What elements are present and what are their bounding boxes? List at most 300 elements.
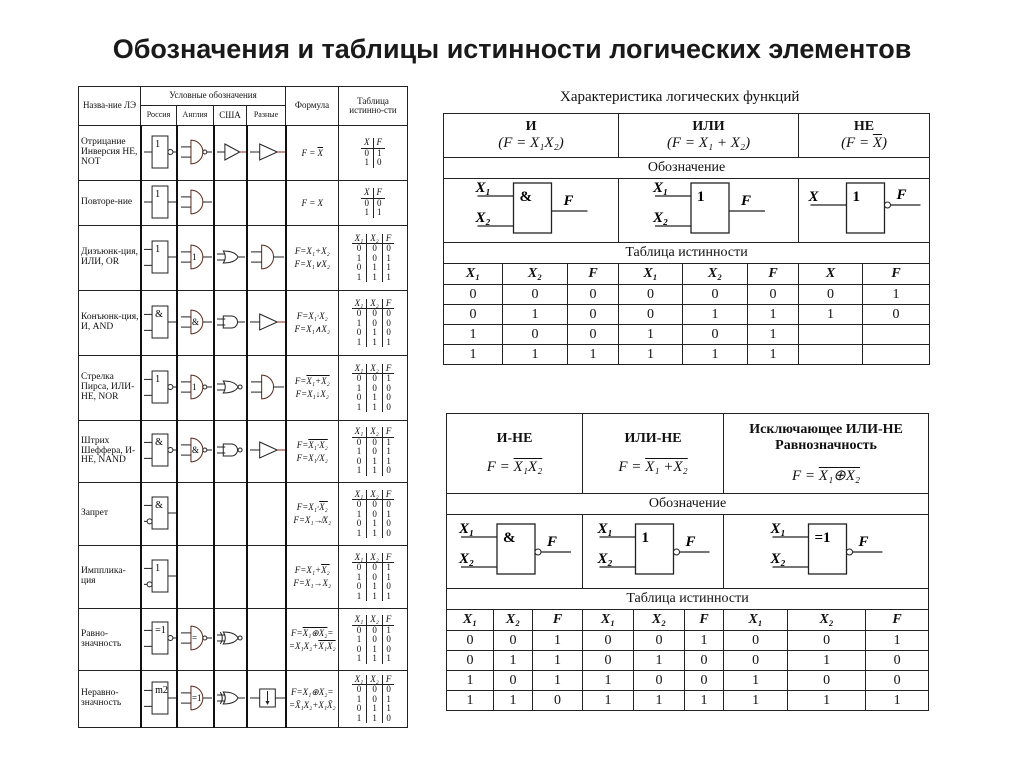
truth-cell: 1 xyxy=(382,447,394,456)
gate-label: 1 xyxy=(191,381,196,392)
input-label: X₁ xyxy=(597,521,613,537)
gate-name: Исключающее ИЛИ-НЕ xyxy=(749,422,903,437)
truth-cell: 1 xyxy=(685,691,724,711)
table-row xyxy=(79,421,408,483)
output-label: F xyxy=(858,534,869,550)
truth-row xyxy=(444,345,930,365)
header-russia: Россия xyxy=(141,106,177,126)
truth-table xyxy=(352,299,395,347)
truth-cell: 0 xyxy=(356,582,362,592)
table-row xyxy=(79,181,408,226)
truth-cell: 1 xyxy=(382,273,394,282)
input-label: X₂ xyxy=(475,210,491,226)
truth-cell: 1 xyxy=(356,272,362,282)
d-gate-icon xyxy=(178,185,214,219)
gate-label: & xyxy=(519,189,532,205)
truth-header: X₁ xyxy=(352,364,367,374)
table1-caption: Характеристика логических функций xyxy=(560,89,800,105)
output-label: F xyxy=(685,534,696,550)
table-row xyxy=(79,356,408,421)
truth-cell: 1 xyxy=(382,374,394,384)
truth-cell: 1 xyxy=(367,403,383,412)
truth-header: X₂ xyxy=(367,615,383,625)
nor-gate-icon xyxy=(215,372,247,402)
truth-header: X₂ xyxy=(634,610,685,631)
box-gate-icon xyxy=(142,303,177,341)
truth-cell: 0 xyxy=(356,456,362,466)
input-label: X₂ xyxy=(459,551,475,567)
truth-cell: 0 xyxy=(356,684,362,695)
d-gate-icon xyxy=(178,305,214,339)
truth-cell: 1 xyxy=(788,691,866,711)
not-buffer-icon xyxy=(215,137,247,167)
truth-table xyxy=(361,138,385,167)
slide-title: Обозначения и таблицы истинности логических элементов xyxy=(112,34,912,64)
gate-label: 1 xyxy=(154,562,160,574)
truth-cell: 0 xyxy=(503,325,568,345)
input-label: X xyxy=(808,189,819,205)
truth-cell: 0 xyxy=(583,631,634,651)
gate-label: & xyxy=(503,530,516,546)
truth-cell: 0 xyxy=(568,285,619,305)
truth-cell: 1 xyxy=(356,635,362,645)
truth-row xyxy=(447,671,929,691)
designation-label: Обозначение xyxy=(444,158,930,179)
truth-cell: 1 xyxy=(866,691,929,711)
truth-cell: 0 xyxy=(356,373,362,384)
truth-cell: 1 xyxy=(356,318,362,328)
truth-cell: 0 xyxy=(788,631,866,651)
truth-cell: 0 xyxy=(356,308,362,319)
truth-cell: 0 xyxy=(382,328,394,337)
truth-cell: 1 xyxy=(748,325,799,345)
truth-cell: 0 xyxy=(683,325,748,345)
truth-header: F xyxy=(373,188,385,198)
table-row xyxy=(79,483,408,546)
input-label: X₂ xyxy=(770,551,786,567)
truth-cell: 1 xyxy=(568,345,619,365)
gate-name: И xyxy=(525,119,537,134)
truth-cell: 0 xyxy=(367,374,383,384)
formula: F=X₁⊕X₂= xyxy=(291,627,334,638)
formula: F=X₁↛X₂ xyxy=(293,515,332,525)
table-row xyxy=(79,546,408,609)
truth-cell: 0 xyxy=(447,631,494,651)
truth-cell: 0 xyxy=(356,562,362,573)
gate-header xyxy=(619,114,799,158)
table-row xyxy=(79,671,408,728)
gate-label: & xyxy=(191,316,199,327)
table-row xyxy=(79,226,408,291)
truth-cell: 1 xyxy=(533,671,583,691)
truth-row xyxy=(447,651,929,671)
gate-label: =1 xyxy=(814,530,831,546)
truth-cell xyxy=(863,325,930,345)
truth-cell: 1 xyxy=(382,592,394,601)
truth-header: X₂ xyxy=(494,610,533,631)
truth-cell: 1 xyxy=(373,208,385,217)
truth-cell: 1 xyxy=(356,383,362,393)
truth-cell: 0 xyxy=(364,198,370,208)
truth-cell: 1 xyxy=(788,651,866,671)
truth-header: X₁ xyxy=(583,610,634,631)
xor-gate-icon xyxy=(215,683,247,713)
element-name: Штрих Шеффера, И-НЕ, NAND xyxy=(79,421,141,483)
truth-cell: 0 xyxy=(382,319,394,328)
truth-table-label: Таблица истинности xyxy=(447,589,929,610)
truth-header: X₁ xyxy=(352,299,367,309)
truth-cell: 1 xyxy=(382,704,394,713)
truth-cell: 1 xyxy=(356,572,362,582)
compound-functions-table xyxy=(446,413,929,711)
output-label: F xyxy=(896,187,907,203)
truth-cell: 0 xyxy=(367,635,383,644)
logic-elements-table xyxy=(78,86,408,728)
truth-cell: 1 xyxy=(367,592,383,601)
box-gate-icon xyxy=(142,183,177,221)
element-name: Стрелка Пирса, ИЛИ-НЕ, NOR xyxy=(79,356,141,421)
truth-cell: 1 xyxy=(382,254,394,263)
truth-cell: 0 xyxy=(356,437,362,447)
truth-cell: 0 xyxy=(367,309,383,319)
truth-cell xyxy=(799,325,863,345)
truth-cell: 0 xyxy=(685,671,724,691)
output-label: F xyxy=(547,534,558,550)
truth-header: X₂ xyxy=(367,553,383,563)
truth-cell: 0 xyxy=(364,148,370,158)
truth-cell: 1 xyxy=(367,457,383,466)
truth-header: X xyxy=(361,138,373,148)
truth-header: X₂ xyxy=(367,675,383,685)
truth-cell: 1 xyxy=(382,573,394,582)
truth-cell: 0 xyxy=(356,644,362,654)
truth-cell: 1 xyxy=(367,328,383,337)
d-gate-icon xyxy=(178,433,214,467)
gate-label: 1 xyxy=(852,189,861,205)
element-name: Отрицание Инверсия НЕ, NOT xyxy=(79,126,141,181)
truth-cell: 0 xyxy=(367,695,383,704)
box-gate-icon xyxy=(142,557,177,595)
box-gate-icon xyxy=(142,619,177,657)
truth-table xyxy=(352,675,395,723)
truth-cell: 0 xyxy=(367,319,383,328)
box-gate-icon xyxy=(142,494,177,532)
truth-cell: 1 xyxy=(683,345,748,365)
d-gate-icon xyxy=(248,240,286,274)
gate-formula: F = X₁ +X₂ xyxy=(618,459,688,475)
gate-label: = xyxy=(191,633,197,644)
truth-cell: 0 xyxy=(685,651,724,671)
truth-table xyxy=(352,234,395,282)
truth-cell: 1 xyxy=(619,345,683,365)
truth-header: F xyxy=(382,234,394,244)
truth-cell: 0 xyxy=(866,671,929,691)
gate-name: НЕ xyxy=(853,119,875,134)
truth-cell: 0 xyxy=(367,563,383,573)
gate-label: 1 xyxy=(154,138,160,150)
truth-cell xyxy=(863,345,930,365)
truth-cell: 0 xyxy=(799,285,863,305)
header-england: Англия xyxy=(177,106,214,126)
gate-label: 1 xyxy=(191,251,196,262)
gate-header xyxy=(583,414,724,494)
truth-header: X₁ xyxy=(619,264,683,285)
box-gate-icon xyxy=(142,431,177,469)
element-name: Запрет xyxy=(79,483,141,546)
truth-header: F xyxy=(373,138,385,148)
truth-cell: 0 xyxy=(382,393,394,402)
truth-cell: 1 xyxy=(724,691,788,711)
truth-table xyxy=(352,553,395,601)
truth-cell: 1 xyxy=(367,714,383,723)
truth-cell: 0 xyxy=(724,651,788,671)
truth-table xyxy=(352,615,395,663)
formula: F=X₁∧X₂ xyxy=(294,324,330,334)
gate-label: 1 xyxy=(154,243,160,255)
gate-label: 1 xyxy=(641,530,650,546)
output-label: F xyxy=(741,193,752,209)
truth-header: X₂ xyxy=(367,427,383,437)
truth-cell: 0 xyxy=(619,305,683,325)
truth-cell: 0 xyxy=(382,309,394,319)
truth-cell: 1 xyxy=(503,305,568,325)
truth-header: F xyxy=(568,264,619,285)
element-name: Дизъюнк-ция, ИЛИ, OR xyxy=(79,226,141,291)
truth-header: F xyxy=(863,264,930,285)
truth-cell: 0 xyxy=(382,685,394,695)
formula: F=X₁+X₂ xyxy=(294,376,330,386)
formula: F=X₁↓X₂ xyxy=(295,389,329,399)
gate-name: И-НЕ xyxy=(496,431,533,446)
truth-cell: 1 xyxy=(724,671,788,691)
or-gate-icon xyxy=(215,242,247,272)
truth-header: F xyxy=(685,610,724,631)
truth-cell: 1 xyxy=(356,713,362,723)
truth-row xyxy=(447,691,929,711)
truth-cell: 0 xyxy=(367,500,383,510)
truth-cell: 0 xyxy=(356,499,362,510)
truth-header: F xyxy=(748,264,799,285)
gate-label: =1 xyxy=(154,625,166,637)
truth-cell: 0 xyxy=(367,625,383,635)
table-row xyxy=(79,609,408,671)
truth-header: F xyxy=(866,610,929,631)
truth-cell: 1 xyxy=(356,654,362,664)
truth-row xyxy=(444,285,930,305)
gate-symbol-icon xyxy=(583,520,724,578)
truth-cell: 0 xyxy=(503,285,568,305)
truth-cell: 1 xyxy=(356,528,362,538)
truth-cell: 1 xyxy=(866,631,929,651)
truth-cell: 1 xyxy=(356,694,362,704)
truth-cell: 1 xyxy=(503,345,568,365)
truth-cell: 1 xyxy=(356,509,362,519)
truth-cell: 1 xyxy=(367,338,383,347)
truth-cell: 0 xyxy=(382,714,394,723)
truth-cell: 0 xyxy=(382,519,394,528)
truth-header: F xyxy=(382,299,394,309)
gate-formula: F = X₁X₂ xyxy=(486,459,543,475)
element-name: Импплика-ция xyxy=(79,546,141,609)
truth-cell: 0 xyxy=(494,671,533,691)
box-gate-icon xyxy=(142,238,177,276)
truth-cell: 0 xyxy=(568,325,619,345)
truth-cell: 0 xyxy=(356,243,362,254)
truth-header: F xyxy=(382,364,394,374)
truth-table xyxy=(361,188,385,217)
truth-cell: 0 xyxy=(583,651,634,671)
gate-label: m2 xyxy=(154,684,168,696)
header-name: Назва-ние ЛЭ xyxy=(79,87,141,126)
truth-cell: 1 xyxy=(367,645,383,654)
truth-cell: 0 xyxy=(748,285,799,305)
truth-cell: 0 xyxy=(788,671,866,691)
truth-cell: 0 xyxy=(367,437,383,447)
truth-cell: 1 xyxy=(367,466,383,475)
truth-row xyxy=(447,631,929,651)
formula: F=X₁+X₂ xyxy=(294,246,330,256)
triangle-gate-icon xyxy=(248,433,286,467)
truth-cell: 1 xyxy=(685,631,724,651)
truth-table xyxy=(352,490,395,538)
truth-header: X₁ xyxy=(352,675,367,685)
truth-cell: 0 xyxy=(447,651,494,671)
truth-cell: 0 xyxy=(724,631,788,651)
gate-label: & xyxy=(191,445,199,456)
truth-table-label: Таблица истинности xyxy=(444,243,930,264)
d-gate-icon xyxy=(248,370,286,404)
truth-cell: 1 xyxy=(583,691,634,711)
truth-header: X₂ xyxy=(683,264,748,285)
truth-cell: 1 xyxy=(367,529,383,538)
truth-cell xyxy=(799,345,863,365)
truth-header: X₁ xyxy=(444,264,503,285)
truth-cell: 0 xyxy=(634,631,685,651)
triangle-gate-icon xyxy=(248,305,286,339)
truth-cell: 0 xyxy=(634,671,685,691)
d-gate-icon xyxy=(178,370,214,404)
input-label: X₁ xyxy=(475,180,491,196)
truth-cell: 1 xyxy=(382,457,394,466)
truth-cell: 0 xyxy=(382,466,394,475)
gate-subtitle: Равнозначность xyxy=(775,438,877,453)
truth-cell: 0 xyxy=(356,328,362,338)
truth-cell: 0 xyxy=(382,645,394,654)
truth-cell: 0 xyxy=(356,393,362,403)
element-name: Повторе-ние xyxy=(79,181,141,226)
header-formula: Формула xyxy=(286,87,339,126)
box-gate-icon xyxy=(142,133,177,171)
truth-header: F xyxy=(533,610,583,631)
gate-label: & xyxy=(154,437,163,449)
element-name: Конъюнк-ция, И, AND xyxy=(79,291,141,356)
truth-cell: 1 xyxy=(444,345,503,365)
gate-label: 1 xyxy=(154,373,160,385)
formula: F=X₁·X₂ xyxy=(296,502,328,512)
gate-formula: $(F = \overline{X})$ xyxy=(841,135,888,151)
table-row xyxy=(79,291,408,356)
input-label: X₁ xyxy=(653,180,669,196)
truth-cell: 0 xyxy=(373,158,385,167)
arrow-box-icon xyxy=(248,681,286,715)
truth-cell: 1 xyxy=(367,582,383,591)
d-gate-icon xyxy=(178,621,214,655)
header-other: Разные xyxy=(247,106,286,126)
truth-header: F xyxy=(382,553,394,563)
truth-cell: 1 xyxy=(367,393,383,402)
truth-cell: 0 xyxy=(444,285,503,305)
truth-header: X₁ xyxy=(352,615,367,625)
output-label: F xyxy=(563,193,574,209)
gate-label: & xyxy=(154,499,163,511)
gate-header xyxy=(447,414,583,494)
gate-name: ИЛИ xyxy=(692,119,725,134)
truth-header: X₁ xyxy=(447,610,494,631)
truth-cell: 1 xyxy=(373,148,385,158)
formula: F=X₁·X₂ xyxy=(296,311,328,321)
truth-row xyxy=(444,325,930,345)
truth-header: X₂ xyxy=(788,610,866,631)
truth-cell: 1 xyxy=(382,510,394,519)
truth-cell: 0 xyxy=(356,704,362,714)
truth-cell: 1 xyxy=(619,325,683,345)
truth-cell: 0 xyxy=(356,263,362,273)
input-label: X₂ xyxy=(597,551,613,567)
gate-formula: F = X₁⊕X₂ xyxy=(792,468,861,484)
gate-header xyxy=(724,414,929,494)
gate-label: =1 xyxy=(191,692,202,703)
element-name: Равно-значность xyxy=(79,609,141,671)
and-gate-icon xyxy=(215,307,247,337)
header-usa: США xyxy=(214,106,247,126)
truth-cell: 1 xyxy=(444,325,503,345)
gate-header xyxy=(799,114,930,158)
truth-cell: 1 xyxy=(356,591,362,601)
gate-symbol-icon xyxy=(447,520,583,578)
truth-cell: 1 xyxy=(382,437,394,447)
box-gate-icon xyxy=(142,679,177,717)
input-label: X₁ xyxy=(770,521,786,537)
truth-cell: 0 xyxy=(373,198,385,208)
truth-cell: 1 xyxy=(683,305,748,325)
truth-cell: 1 xyxy=(494,691,533,711)
gate-label: 1 xyxy=(697,189,705,205)
truth-cell: 0 xyxy=(533,691,583,711)
truth-cell: 0 xyxy=(367,384,383,393)
truth-header: X xyxy=(799,264,863,285)
truth-cell: 0 xyxy=(367,244,383,254)
truth-cell: 1 xyxy=(367,273,383,282)
truth-cell: 1 xyxy=(356,402,362,412)
header-truth: Таблица истинно-сти xyxy=(339,87,408,126)
truth-cell: 1 xyxy=(533,631,583,651)
truth-cell: 1 xyxy=(356,253,362,263)
truth-header: F xyxy=(382,615,394,625)
truth-cell: 0 xyxy=(866,651,929,671)
truth-cell: 0 xyxy=(382,403,394,412)
formula: F=X₁·X₂ xyxy=(296,439,328,450)
truth-cell: 1 xyxy=(583,671,634,691)
gate-formula: (F = X₁X₂) xyxy=(498,135,564,151)
truth-cell: 1 xyxy=(367,263,383,272)
truth-cell: 0 xyxy=(494,631,533,651)
truth-header: F xyxy=(382,490,394,500)
truth-cell: 0 xyxy=(444,305,503,325)
truth-header: X₂ xyxy=(367,490,383,500)
truth-header: X₁ xyxy=(352,490,367,500)
nand-gate-icon xyxy=(215,435,247,465)
gate-name: ИЛИ-НЕ xyxy=(624,431,682,446)
